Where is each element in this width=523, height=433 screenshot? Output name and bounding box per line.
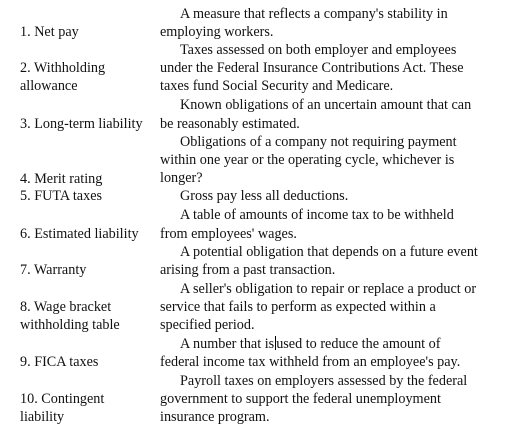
definition-10-line-3: insurance program. <box>160 409 270 425</box>
definition-4-line-3: longer? <box>160 170 203 186</box>
definition-10-line-2: government to support the federal unemployment <box>160 391 441 407</box>
definition-5-line-1: Gross pay less all deductions. <box>180 188 349 204</box>
term-9: 9. FICA taxes <box>20 354 99 370</box>
definition-8-line-1: A seller's obligation to repair or replace a product or <box>180 281 477 297</box>
term-4: 4. Merit rating <box>20 171 103 187</box>
term-8-line-1: 8. Wage bracket <box>20 299 112 315</box>
term-10-line-1: 10. Contingent <box>20 391 105 407</box>
definition-8-line-3: specified period. <box>160 317 255 333</box>
definition-1-line-1: A measure that reflects a company's stability in <box>180 6 448 22</box>
term-5: 5. FUTA taxes <box>20 188 103 204</box>
term-2-line-2: allowance <box>20 78 78 94</box>
definition-4-line-2: within one year or the operating cycle, whichever is <box>160 152 455 168</box>
term-7: 7. Warranty <box>20 262 87 278</box>
term-8-line-2: withholding table <box>20 317 120 333</box>
definition-9-text-before-cursor: A number that is <box>180 336 275 352</box>
definition-3-line-2: be reasonably estimated. <box>160 116 300 132</box>
definition-9-line-2: federal income tax withheld from an employee's pay. <box>160 354 461 370</box>
definition-6-line-2: from employees' wages. <box>160 226 297 242</box>
definition-1-line-2: employing workers. <box>160 24 274 40</box>
term-6: 6. Estimated liability <box>20 226 139 242</box>
definition-4-line-1: Obligations of a company not requiring payment <box>180 134 457 150</box>
definition-8-line-2: service that fails to perform as expected within a <box>160 299 436 315</box>
term-3: 3. Long-term liability <box>20 116 143 132</box>
definition-9-line-1[interactable] <box>180 336 440 353</box>
definition-2-line-1: Taxes assessed on both employer and employees <box>180 42 457 58</box>
definition-3-line-1: Known obligations of an uncertain amount that can <box>180 97 472 113</box>
term-10-line-2: liability <box>20 409 65 425</box>
term-2-line-1: 2. Withholding <box>20 60 106 76</box>
definition-10-line-1: Payroll taxes on employers assessed by the federal <box>180 373 468 389</box>
term-1: 1. Net pay <box>20 24 79 40</box>
definition-7-line-1: A potential obligation that depends on a future event <box>180 244 478 260</box>
definition-6-line-1: A table of amounts of income tax to be withheld <box>180 207 454 223</box>
definition-7-line-2: arising from a past transaction. <box>160 262 336 278</box>
definition-9-text-after-cursor: used to reduce the amount of <box>276 336 441 352</box>
definition-2-line-2: under the Federal Insurance Contributions Act. These <box>160 60 464 76</box>
definition-2-line-3: taxes fund Social Security and Medicare. <box>160 78 394 94</box>
